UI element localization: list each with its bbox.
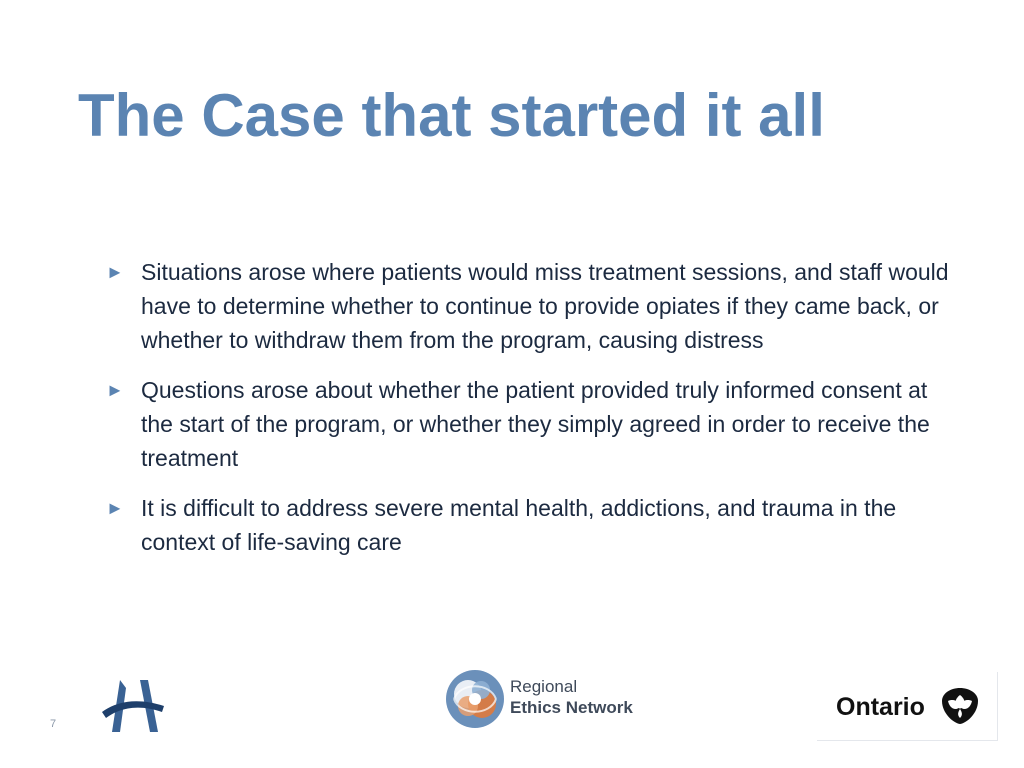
ontario-logo [817, 672, 998, 741]
bullet-item [106, 373, 951, 475]
ontario-wordmark: Ontario [836, 693, 925, 721]
bullet-list [106, 255, 951, 575]
bullet-text: Questions arose about whether the patient provided truly informed consent at the start of the program, or whether they simply agreed in order to receive the treatment [141, 377, 930, 471]
ren-knot-icon [444, 668, 506, 730]
page-number: 7 [50, 718, 57, 730]
ren-line1: Regional [510, 677, 578, 696]
bullet-arrow-icon: ► [106, 262, 124, 282]
bullet-item [106, 255, 951, 357]
bullet-text: It is difficult to address severe mental health, addictions, and trauma in the context of life-saving care [141, 495, 897, 555]
bullet-arrow-icon: ► [106, 498, 124, 518]
bullet-arrow-icon: ► [106, 380, 124, 400]
trillium-icon [941, 687, 979, 725]
bullet-item [106, 491, 951, 559]
ren-wordmark [510, 676, 633, 718]
ren-line2: Ethics Network [510, 698, 633, 717]
regional-ethics-network-logo [444, 668, 641, 730]
bridge-logo-icon [100, 678, 166, 734]
slide-title: The Case that started it all [78, 82, 825, 149]
bullet-text: Situations arose where patients would miss treatment sessions, and staff would have to determine whether to continue to provide opiates if they came back, or whether to withdraw them from the program, causing distress [141, 259, 949, 353]
